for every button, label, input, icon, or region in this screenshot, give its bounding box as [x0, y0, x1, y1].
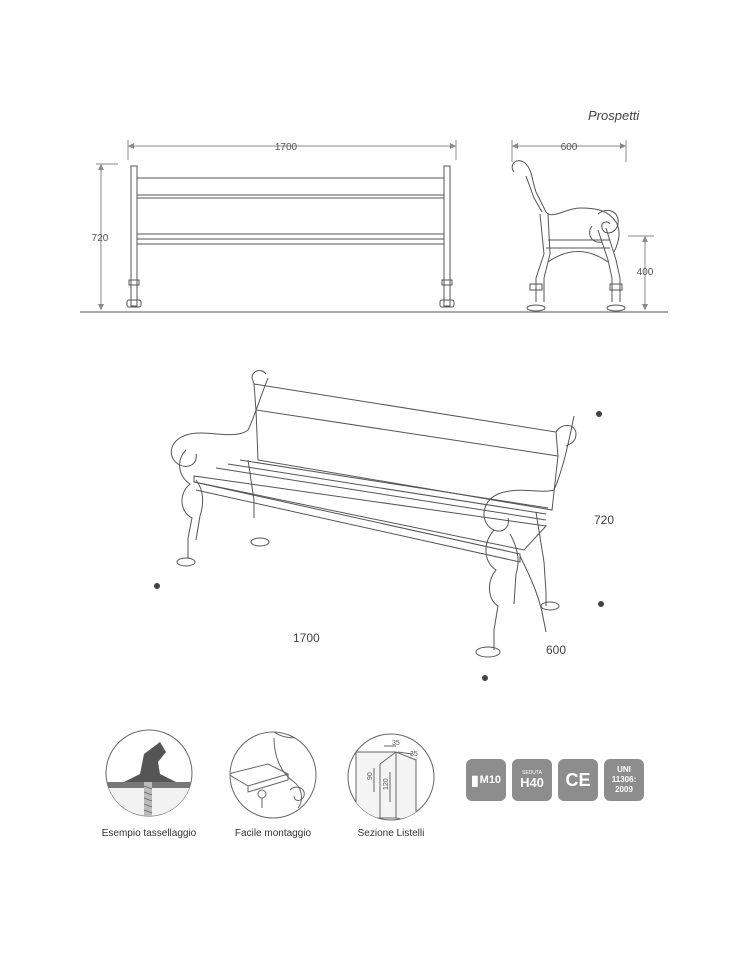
slat-dim-2: 35: [410, 751, 418, 758]
perspective-backrest-slat-1: [254, 384, 558, 456]
caption-slat-section: Sezione Listelli: [357, 828, 425, 839]
badge-ce: [558, 759, 598, 801]
caption-assembly: Facile montaggio: [234, 828, 312, 839]
perspective-right-arm: [484, 416, 574, 531]
slat-dim-4: 120: [383, 778, 390, 790]
perspective-depth-label: 600: [546, 643, 567, 657]
detail-assembly: [228, 730, 318, 820]
elevation-drawings: [0, 0, 750, 330]
perspective-height-label: 720: [594, 513, 615, 527]
badge-seat-small: SEDUTA: [522, 770, 542, 776]
badge-uni-line1: UNI: [617, 765, 631, 774]
badge-uni-line2: 11306:: [611, 775, 637, 784]
section-title: Prospetti: [588, 108, 640, 123]
caption-anchoring: Esempio tassellaggio: [101, 828, 197, 839]
detail-slat-section: [346, 732, 436, 822]
side-seat-height-label: 400: [636, 267, 654, 278]
slat-dim-1: 35: [392, 740, 400, 747]
dim-marker-bottom: [482, 675, 488, 681]
badge-uni: [604, 759, 644, 801]
slat-dim-3: 90: [367, 772, 374, 780]
dim-marker-right: [598, 601, 604, 607]
badge-seat-main: H40: [520, 775, 544, 790]
dim-marker-top-right: [596, 411, 602, 417]
perspective-length-label: 1700: [293, 631, 320, 645]
front-width-label: 1700: [274, 142, 298, 153]
perspective-left-arm: [171, 378, 268, 466]
badge-uni-line3: 2009: [615, 785, 633, 794]
perspective-drawing: [0, 330, 750, 700]
side-depth-label: 600: [560, 142, 578, 153]
front-height-label: 720: [91, 233, 109, 244]
badge-ce-label: CE: [565, 769, 591, 790]
side-frame-arm: [512, 161, 619, 252]
detail-anchoring: [104, 728, 194, 818]
bolt-icon: ▮: [470, 771, 479, 788]
perspective-seat-front-slat: [194, 476, 546, 550]
badge-m10-label: M10: [479, 774, 502, 786]
front-seat-slat: [137, 234, 444, 239]
badge-m10: [466, 759, 506, 801]
badge-seat-height: [512, 759, 552, 801]
front-backrest-slat-1: [137, 178, 444, 195]
dim-marker-left: [154, 583, 160, 589]
